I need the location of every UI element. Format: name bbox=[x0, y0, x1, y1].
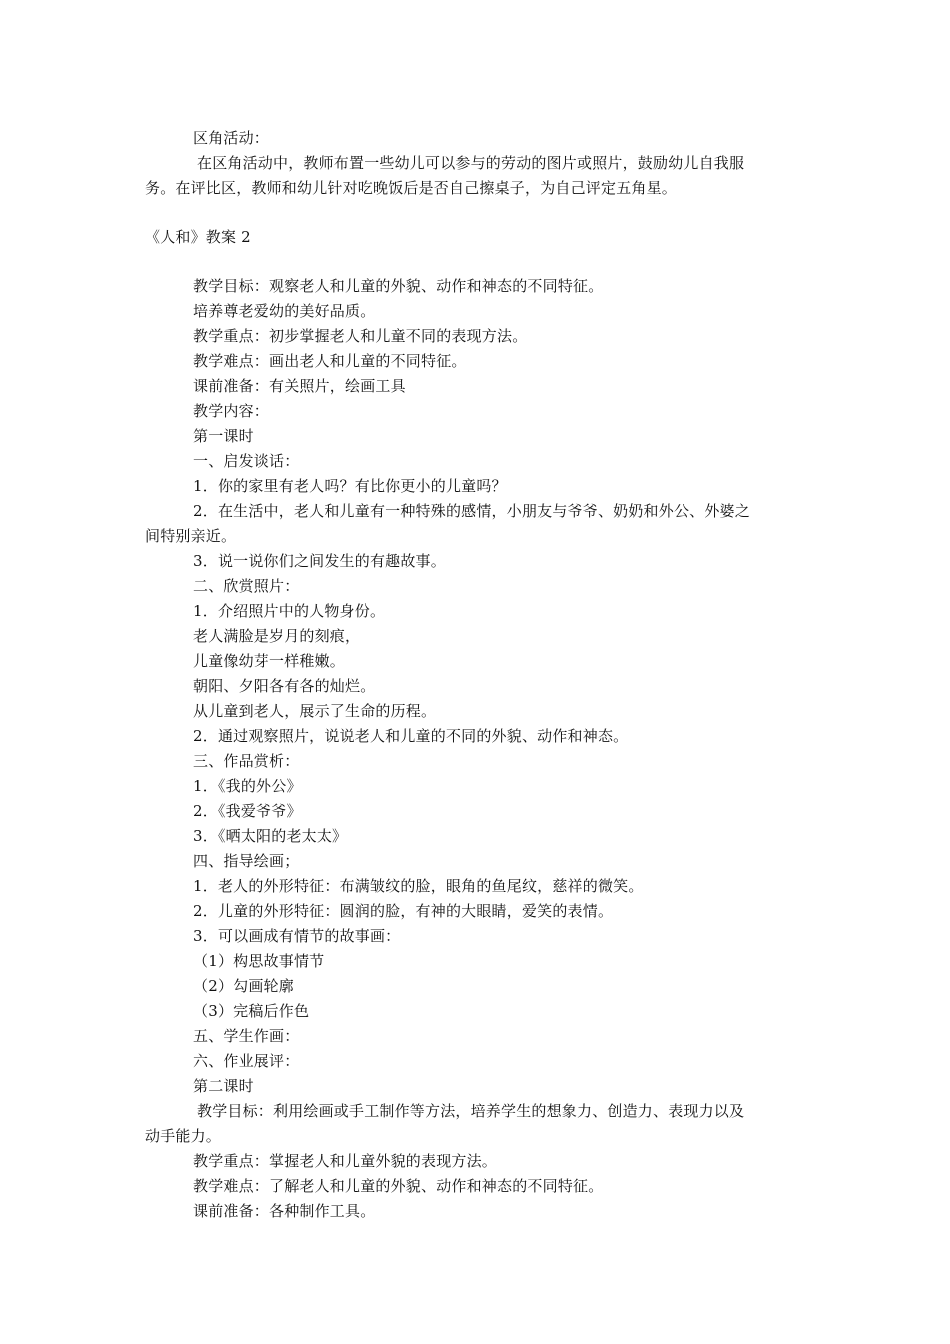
list-item-continued: 间特别亲近。 bbox=[145, 527, 237, 545]
list-item: 3．说一说你们之间发生的有趣故事。 bbox=[193, 552, 446, 570]
sub-step: （3）完稿后作色 bbox=[193, 1002, 310, 1020]
part-heading: 五、学生作画： bbox=[193, 1027, 300, 1045]
part-heading: 三、作品赏析： bbox=[193, 752, 300, 770]
paragraph-line: 务。在评比区，教师和幼儿针对吃晚饭后是否自己擦桌子，为自己评定五角星。 bbox=[145, 179, 678, 197]
teaching-goal-continued: 动手能力。 bbox=[145, 1127, 222, 1145]
teaching-key: 教学重点：初步掌握老人和儿童不同的表现方法。 bbox=[193, 327, 528, 345]
preparation: 课前准备：有关照片，绘画工具 bbox=[193, 377, 406, 395]
teaching-goal: 教学目标：观察老人和儿童的外貌、动作和神态的不同特征。 bbox=[193, 277, 604, 295]
list-item: 2．在生活中，老人和儿童有一种特殊的感情，小朋友与爷爷、奶奶和外公、外婆之 bbox=[193, 502, 750, 520]
part-heading: 六、作业展评： bbox=[193, 1052, 300, 1070]
teaching-difficulty: 教学难点：画出老人和儿童的不同特征。 bbox=[193, 352, 467, 370]
period-heading: 第二课时 bbox=[193, 1077, 254, 1095]
document-title: 《人和》教案 2 bbox=[145, 228, 251, 246]
list-item: 1．你的家里有老人吗？有比你更小的儿童吗？ bbox=[193, 477, 507, 495]
teaching-content: 教学内容： bbox=[193, 402, 270, 420]
teaching-difficulty: 教学难点：了解老人和儿童的外貌、动作和神态的不同特征。 bbox=[193, 1177, 604, 1195]
poem-line: 从儿童到老人，展示了生命的历程。 bbox=[193, 702, 437, 720]
teaching-goal: 教学目标：利用绘画或手工制作等方法，培养学生的想象力、创造力、表现力以及 bbox=[197, 1102, 745, 1120]
part-heading: 二、欣赏照片： bbox=[193, 577, 300, 595]
list-item: 2．通过观察照片，说说老人和儿童的不同的外貌、动作和神态。 bbox=[193, 727, 629, 745]
preparation: 课前准备：各种制作工具。 bbox=[193, 1202, 376, 1220]
period-heading: 第一课时 bbox=[193, 427, 254, 445]
list-item: 2．《我爱爷爷》 bbox=[193, 802, 302, 820]
list-item: 2．儿童的外形特征：圆润的脸，有神的大眼睛，爱笑的表情。 bbox=[193, 902, 614, 920]
sub-step: （1）构思故事情节 bbox=[193, 952, 325, 970]
teaching-goal-2: 培养尊老爱幼的美好品质。 bbox=[193, 302, 376, 320]
list-item: 1．老人的外形特征：布满皱纹的脸，眼角的鱼尾纹，慈祥的微笑。 bbox=[193, 877, 644, 895]
part-heading: 一、启发谈话： bbox=[193, 452, 300, 470]
paragraph-line: 在区角活动中，教师布置一些幼儿可以参与的劳动的图片或照片，鼓励幼儿自我服 bbox=[197, 154, 745, 172]
list-item: 3．《晒太阳的老太太》 bbox=[193, 827, 348, 845]
list-item: 1．介绍照片中的人物身份。 bbox=[193, 602, 386, 620]
section-heading: 区角活动： bbox=[193, 129, 270, 147]
poem-line: 朝阳、夕阳各有各的灿烂。 bbox=[193, 677, 376, 695]
poem-line: 老人满脸是岁月的刻痕， bbox=[193, 627, 361, 645]
sub-step: （2）勾画轮廓 bbox=[193, 977, 294, 995]
poem-line: 儿童像幼芽一样稚嫩。 bbox=[193, 652, 346, 670]
list-item: 3．可以画成有情节的故事画： bbox=[193, 927, 401, 945]
teaching-key: 教学重点：掌握老人和儿童外貌的表现方法。 bbox=[193, 1152, 498, 1170]
list-item: 1．《我的外公》 bbox=[193, 777, 302, 795]
part-heading: 四、指导绘画； bbox=[193, 852, 300, 870]
